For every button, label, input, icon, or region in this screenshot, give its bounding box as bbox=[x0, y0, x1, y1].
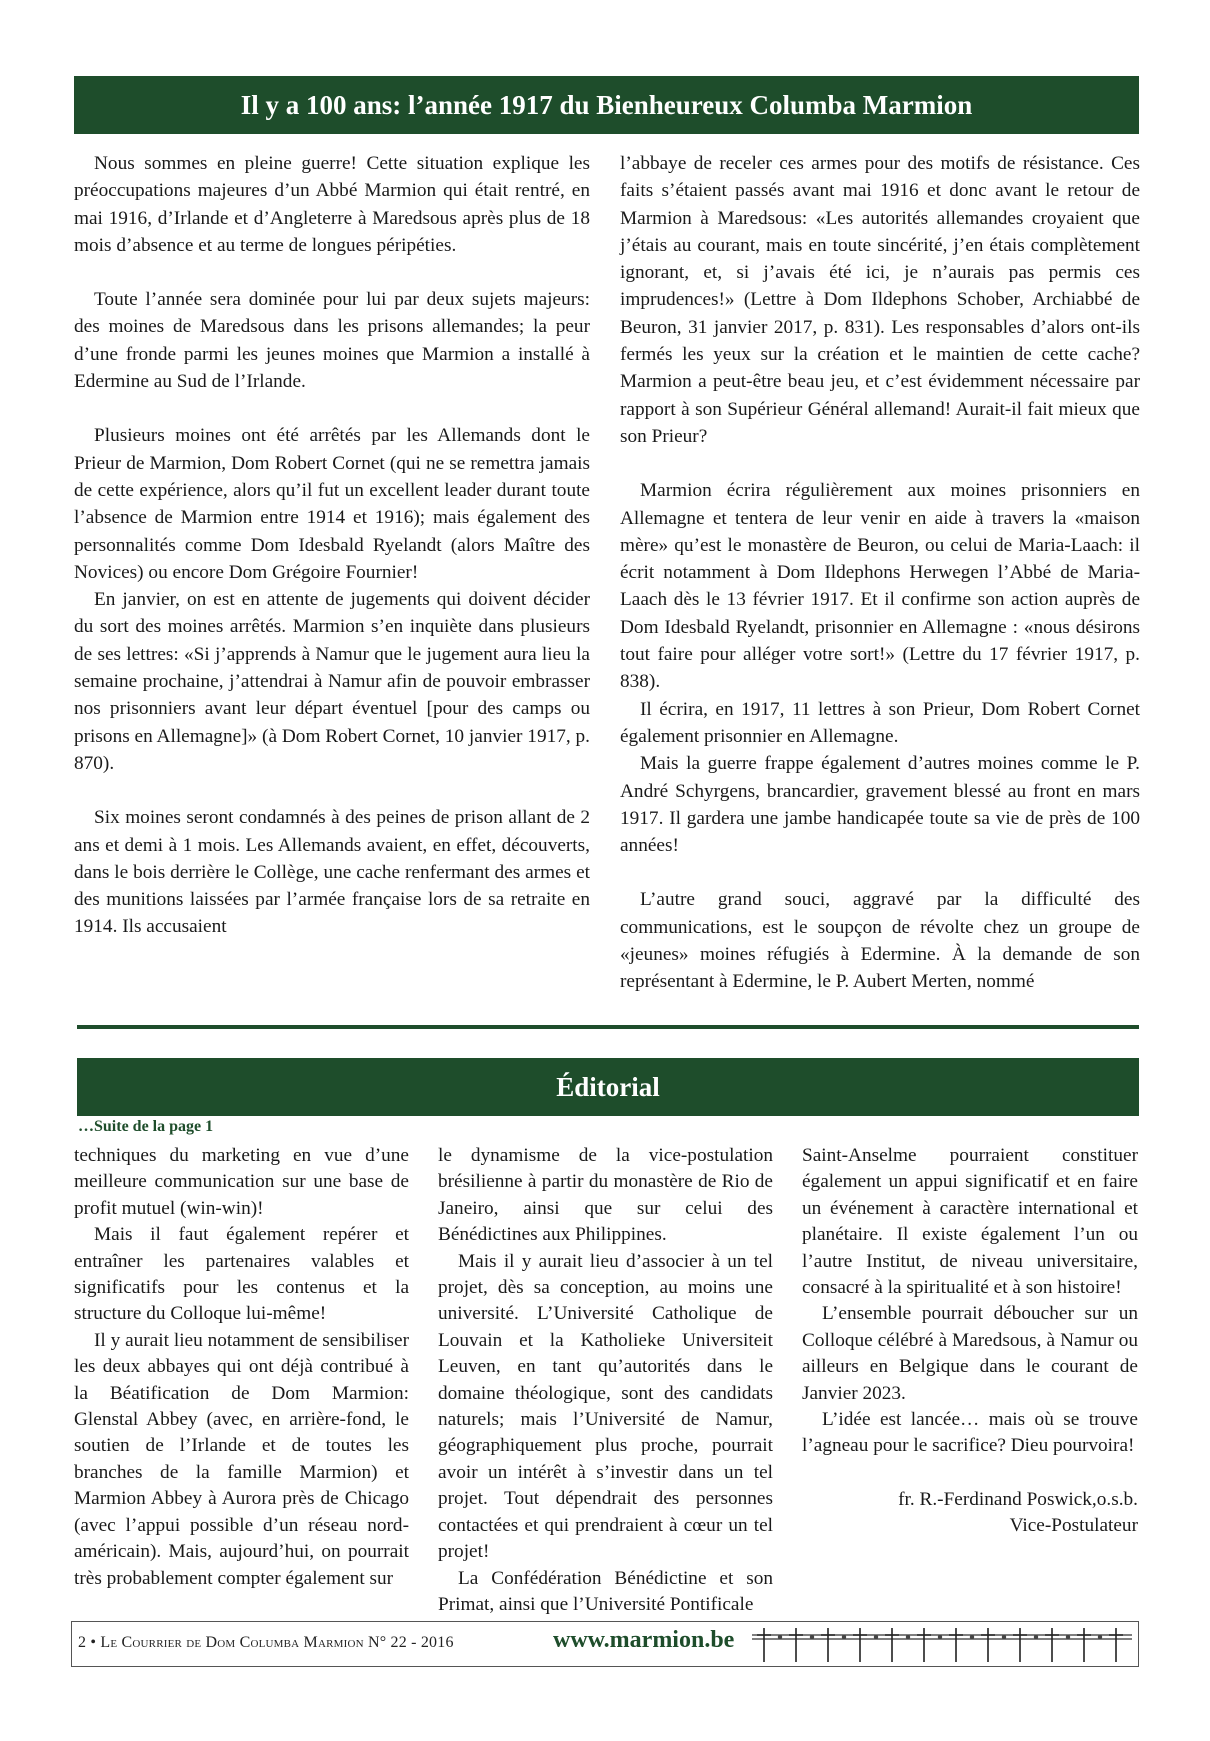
paragraph: Saint-Anselme pourraient constituer également un appui significatif et en faire un événement à caractère international et planétaire. Il existe également l’un ou l’autre Institut, de niveau universitaire, consacré à la spiritualité et à son histoire! bbox=[802, 1145, 1138, 1299]
paragraph: L’idée est lancée… mais où se trouve l’agneau pour le sacrifice? Dieu pourvoira! bbox=[802, 1409, 1138, 1457]
paragraph: Il écrira, en 1917, 11 lettres à son Prieur, Dom Robert Cornet également prisonnier en Allemagne. bbox=[620, 698, 1140, 747]
page-footer bbox=[71, 1621, 1139, 1667]
paragraph: Six moines seront condamnés à des peines de prison allant de 2 ans et demi à 1 mois. Les Allemands avaient, en effet, découverts, dans le bois derrière le Collège, une cache renfermant des armes et des munitions laissées par l’armée française lors de sa retraite en 1914. Ils accusaient bbox=[74, 807, 590, 938]
editorial-title: Éditorial bbox=[556, 1072, 660, 1102]
section-divider bbox=[77, 1025, 1139, 1029]
signature-name: fr. R.-Ferdinand Poswick,o.s.b. bbox=[898, 1488, 1138, 1510]
paragraph: Mais il y aurait lieu d’associer à un tel projet, dès sa conception, au moins une université. L’Université Catholique de Louvain et la Katholieke Universiteit Leuven, en tant qu’autorités dans le domaine théologique, sont des candidats naturels; mais l’Université de Namur, géographiquement plus proche, pourrait avoir un intérêt à s’investir dans un tel projet. Tout dépendrait des personnes contactées et qui prendraient à cœur un tel projet! bbox=[438, 1250, 773, 1563]
paragraph: le dynamisme de la vice-postulation brésilienne à partir du monastère de Rio de Janeiro, ainsi que sur celui des Bénédictines aux Philippines. bbox=[438, 1145, 773, 1246]
paragraph: La Confédération Bénédictine et son Primat, ainsi que l’Université Pontificale bbox=[438, 1567, 773, 1615]
article-title-banner bbox=[74, 76, 1139, 134]
paragraph: Il y aurait lieu notamment de sensibiliser les deux abbayes qui ont déjà contribué à la Béatification de Dom Marmion: Glenstal Abbey (avec, en arrière-fond, le soutien de l’Irlande et de toutes les branches de la famille Marmion) et Marmion Abbey à Aurora près de Chicago (avec l’appui possible d’un réseau nord-américain). Mais, aujourd’hui, on pourrait très probablement compter également sur bbox=[74, 1329, 409, 1589]
paragraph: En janvier, on est en attente de jugements qui doivent décider du sort des moines arrêtés. Marmion s’en inquiète dans plusieurs de ses lettres: «Si j’apprends à Namur que le jugement aura lieu la semaine prochaine, j’attendrai à Namur afin de pouvoir embrasser nos prisonniers avant leur départ éventuel [pour des camps ou prisons en Allemagne]» (à Dom Robert Cornet, 10 janvier 1917, p. 870). bbox=[74, 589, 590, 774]
article-title: Il y a 100 ans: l’année 1917 du Bienheureux Columba Marmion bbox=[240, 90, 973, 120]
footer-url[interactable]: www.marmion.be bbox=[553, 1627, 735, 1653]
article-column-1 bbox=[74, 150, 590, 941]
paragraph: L’ensemble pourrait déboucher sur un Colloque célébré à Maredsous, à Namur ou ailleurs en Belgique dans le courant de Janvier 2023. bbox=[802, 1303, 1138, 1404]
editorial-title-banner bbox=[77, 1058, 1139, 1116]
footer-publication: 2 • Le Courrier de Dom Columba Marmion N° 22 - 2016 bbox=[78, 1634, 454, 1651]
editorial-column-3 bbox=[802, 1143, 1138, 1540]
paragraph: Mais il faut également repérer et entraîner les partenaires valables et significatifs pour les contenus et la structure du Colloque lui-même! bbox=[74, 1224, 409, 1325]
paragraph: Toute l’année sera dominée pour lui par deux sujets majeurs: des moines de Maredsous dans les prisons allemandes; la peur d’une fronde parmi les jeunes moines que Marmion a installé à Edermine au Sud de l’Irlande. bbox=[74, 289, 590, 393]
continued-note: …Suite de la page 1 bbox=[78, 1118, 214, 1135]
paragraph: Nous sommes en pleine guerre! Cette situation explique les préoccupations majeures d’un Abbé Marmion qui était rentré, en mai 1916, d’Irlande et d’Angleterre à Maredsous après plus de 18 mois d’absence et au terme de longues péripéties. bbox=[74, 153, 590, 256]
paragraph: l’abbaye de receler ces armes pour des motifs de résistance. Ces faits s’étaient passés avant mai 1916 et donc avant le retour de Marmion à Maredsous: «Les autorités allemandes croyaient que j’étais au courant, mais en toute sincérité, j’en étais complètement ignorant, et, si j’avais été ici, je n’aurais pas permis ces imprudences!» (Lettre à Dom Ildephons Schober, Archiabbé de Beuron, 31 janvier 2017, p. 831). Les responsables d’alors ont-ils fermés les yeux sur la création et le maintien de cette cache? Marmion a peut-être beau jeu, et c’est évidemment nécessaire par rapport à son Supérieur Général allemand! Aurait-il fait mieux que son Prieur? bbox=[620, 153, 1140, 447]
paragraph: L’autre grand souci, aggravé par la difficulté des communications, est le soupçon de révolte chez un groupe de «jeunes» moines réfugiés à Edermine. À la demande de son représentant à Edermine, le P. Aubert Merten, nommé bbox=[620, 889, 1140, 993]
signature-role: Vice-Postulateur bbox=[1009, 1515, 1138, 1537]
editorial-column-2 bbox=[438, 1143, 773, 1618]
paragraph: Marmion écrira régulièrement aux moines prisonniers en Allemagne et tentera de leur venir en aide à travers la «maison mère» qu’est le monastère de Beuron, ou celui de Maria-Laach: il écrit notamment à Dom Ildephons Herwegen l’Abbé de Maria-Laach dès le 13 février 1917. Et il confirme son action auprès de Dom Idesbald Ryelandt, prisonnier en Allemagne : «nous désirons tout faire pour alléger votre sort!» (Lettre du 17 février 1917, p. 838). bbox=[620, 480, 1140, 693]
article-column-2 bbox=[620, 150, 1140, 996]
editorial-column-1 bbox=[74, 1143, 409, 1592]
paragraph: Plusieurs moines ont été arrêtés par les Allemands dont le Prieur de Marmion, Dom Robert Cornet (qui ne se remettra jamais de cette expérience, alors qu’il fut un excellent leader durant toute l’absence de Marmion entre 1914 et 1916); mais également des personnalités comme Dom Idesbald Ryelandt (alors Maître des Novices) ou encore Dom Grégoire Fournier! bbox=[74, 425, 590, 583]
paragraph: Mais la guerre frappe également d’autres moines comme le P. André Schyrgens, brancardier, gravement blessé au front en mars 1917. Il gardera une jambe handicapée toute sa vie de près de 100 années! bbox=[620, 753, 1140, 857]
cross-frieze-icon bbox=[752, 1624, 1132, 1664]
paragraph: techniques du marketing en vue d’une meilleure communication sur une base de profit mutuel (win-win)! bbox=[74, 1145, 409, 1219]
